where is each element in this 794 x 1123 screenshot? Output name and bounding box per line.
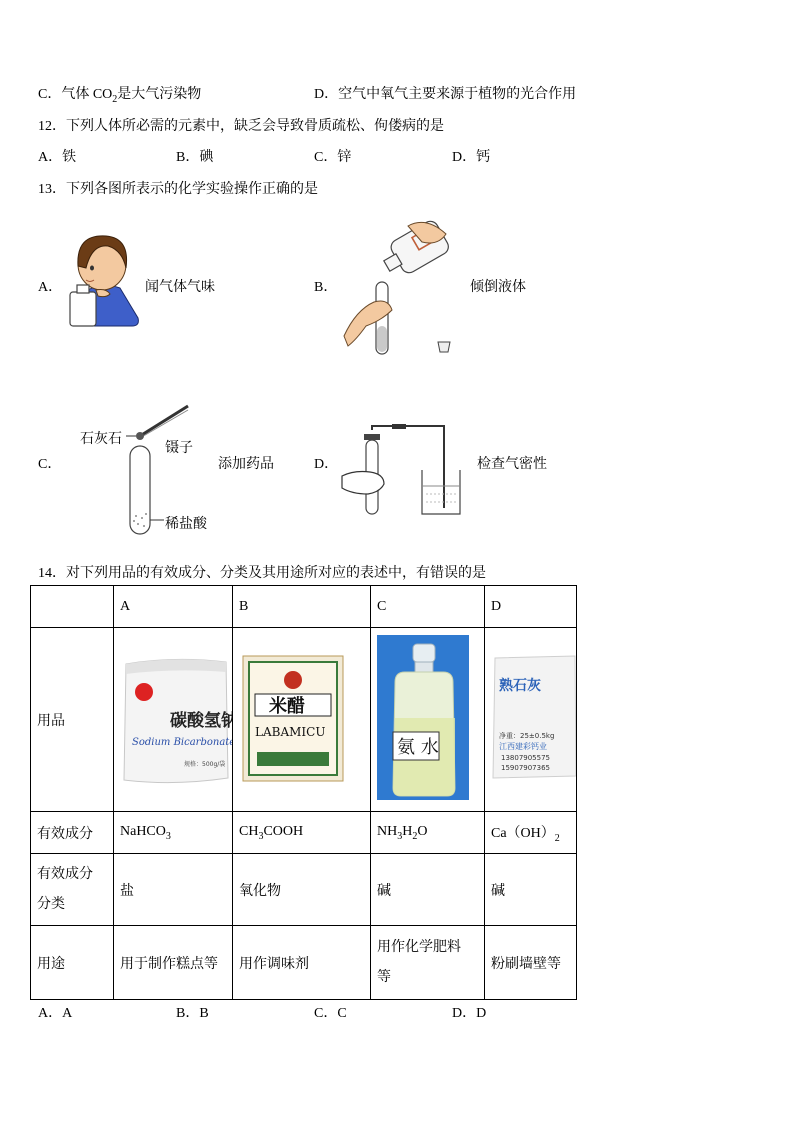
- q14-table: [30, 585, 577, 1000]
- q13-a-label: A．: [38, 280, 63, 295]
- q12-option-c: C．锌: [314, 150, 352, 165]
- item-row: [31, 628, 577, 812]
- dilute-hcl-label: 稀盐酸: [165, 517, 207, 532]
- use-b: 用作调味剂: [233, 926, 371, 1000]
- bag-a-main-text: 碳酸氢钠: [170, 711, 232, 731]
- q14-option-b: B．B: [176, 1006, 209, 1021]
- bag-b-latin-text: LABAMICU: [255, 725, 326, 739]
- classification-d: 碱: [485, 854, 577, 926]
- bag-d-phone-2: 15907907365: [501, 764, 550, 772]
- component-b: $CH_3COOH$: [233, 812, 371, 854]
- bag-d-maker: 江西建彩钙业: [499, 742, 547, 751]
- bag-d-net-weight: 净重：25±0.5kg: [499, 732, 555, 740]
- adding-reagent-figure: [122, 400, 194, 540]
- q13-d-caption: 检查气密性: [477, 457, 547, 472]
- classification-a: 盐: [114, 854, 233, 926]
- q13-b-caption: 倾倒液体: [470, 280, 526, 295]
- rice-vinegar-label-image: [233, 628, 370, 806]
- bag-d-phone-1: 13807905575: [501, 754, 550, 762]
- item-d-cell: [485, 628, 577, 812]
- use-row-label: 用途: [31, 926, 114, 1000]
- sodium-bicarbonate-bag-image: [114, 628, 232, 806]
- q14-stem: 14．对下列用品的有效成分、分类及其用途所对应的表述中，有错误的是: [38, 566, 486, 581]
- classification-c: 碱: [371, 854, 485, 926]
- item-c-cell: [371, 628, 485, 812]
- use-a: 用于制作糕点等: [114, 926, 233, 1000]
- q13-stem: 13．下列各图所表示的化学实验操作正确的是: [38, 182, 318, 197]
- item-b-cell: [233, 628, 371, 812]
- q13-c-label: C．: [38, 457, 62, 472]
- bag-b-main-text: 米醋: [269, 696, 305, 717]
- header-row: [31, 586, 577, 628]
- q13-b-label: B．: [314, 280, 338, 295]
- use-row: [31, 926, 577, 1000]
- q13-d-label: D．: [314, 457, 339, 472]
- component-row-label: 有效成分: [31, 812, 114, 854]
- header-cell-d: D: [485, 586, 577, 628]
- q12-option-d: D．钙: [452, 150, 491, 165]
- slaked-lime-bag-image: [485, 628, 576, 806]
- item-a-cell: [114, 628, 233, 812]
- ammonia-water-bottle-image: [371, 628, 484, 806]
- q12-option-b: B．碘: [176, 150, 214, 165]
- header-cell-a: A: [114, 586, 233, 628]
- tweezers-label: 镊子: [165, 441, 193, 456]
- item-row-label: 用品: [31, 628, 114, 812]
- header-cell-b: B: [233, 586, 371, 628]
- q11-option-d: D．空气中氧气主要来源于植物的光合作用: [314, 87, 577, 102]
- q11-option-c: C．气体 $CO_2$是大气污染物: [38, 87, 202, 105]
- pouring-liquid-figure: [338, 218, 468, 364]
- classification-b: 氧化物: [233, 854, 371, 926]
- q13-c-caption: 添加药品: [218, 457, 274, 472]
- q12-stem: 12．下列人体所必需的元素中，缺乏会导致骨质疏松、佝偻病的是: [38, 119, 444, 134]
- classification-row-label: 有效成分 分类: [31, 854, 114, 926]
- bag-a-spec-text: 规格：500g/袋: [184, 761, 226, 768]
- component-row: [31, 812, 577, 854]
- component-c: $NH_3H_2O$: [371, 812, 485, 854]
- use-d: 粉刷墙壁等: [485, 926, 577, 1000]
- q14-option-c: C．C: [314, 1006, 347, 1021]
- q12-option-a: A．铁: [38, 150, 77, 165]
- smelling-gas-figure: [62, 228, 144, 328]
- bag-c-main-text: 氨 水: [397, 737, 439, 758]
- limestone-label: 石灰石: [80, 432, 122, 447]
- bag-d-main-text: 熟石灰: [499, 678, 541, 694]
- header-cell: [31, 586, 114, 628]
- use-c: 用作化学肥料 等: [371, 926, 485, 1000]
- bag-a-english-text: Sodium Bicarbonate: [132, 737, 232, 748]
- header-cell-c: C: [371, 586, 485, 628]
- q13-a-caption: 闻气体气味: [145, 280, 215, 295]
- component-d: $Ca(OH)_2$: [485, 812, 577, 854]
- component-a: NaHCO$_3$: [114, 812, 233, 854]
- q14-option-a: A．A: [38, 1006, 73, 1021]
- classification-row: [31, 854, 577, 926]
- airtightness-check-figure: [340, 424, 464, 520]
- q14-option-d: D．D: [452, 1006, 487, 1021]
